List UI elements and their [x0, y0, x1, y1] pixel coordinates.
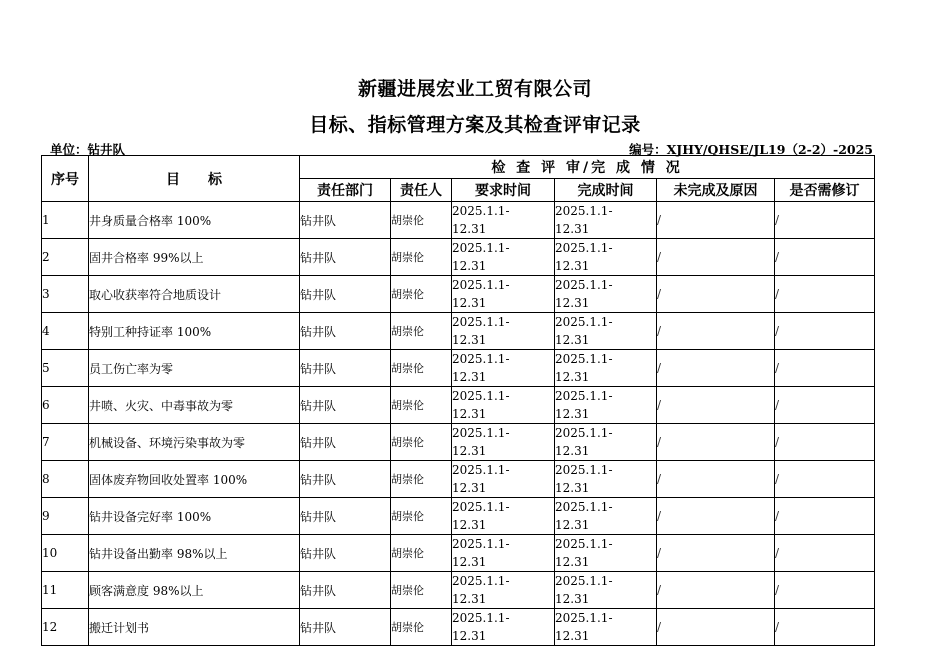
row-goal: 取心收获率符合地质设计 — [89, 276, 300, 313]
row-reason: / — [657, 387, 775, 424]
row-revise: / — [775, 609, 875, 646]
row-goal: 井喷、火灾、中毒事故为零 — [89, 387, 300, 424]
row-revise: / — [775, 535, 875, 572]
row-seq: 12 — [42, 609, 89, 646]
header-goal: 目 标 — [89, 156, 300, 202]
header-seq: 序号 — [42, 156, 89, 202]
row-req-time-start: 2025.1.1- — [452, 204, 510, 218]
row-req-time-end: 12.31 — [452, 629, 487, 643]
table-row — [42, 350, 875, 387]
row-req-time-start: 2025.1.1- — [452, 574, 510, 588]
row-done-time-end: 12.31 — [555, 296, 590, 310]
row-req-time-end: 12.31 — [452, 370, 487, 384]
row-done-time-start: 2025.1.1- — [555, 241, 613, 255]
row-dept: 钻井队 — [300, 202, 391, 239]
row-req-time-start: 2025.1.1- — [452, 500, 510, 514]
row-goal: 钻井设备完好率 100% — [89, 498, 300, 535]
row-req-time — [452, 498, 555, 535]
row-done-time-start: 2025.1.1- — [555, 574, 613, 588]
row-req-time — [452, 461, 555, 498]
row-goal: 固体废弃物回收处置率 100% — [89, 461, 300, 498]
row-req-time — [452, 609, 555, 646]
row-req-time — [452, 350, 555, 387]
row-req-time-end: 12.31 — [452, 555, 487, 569]
row-goal: 员工伤亡率为零 — [89, 350, 300, 387]
row-done-time-end: 12.31 — [555, 259, 590, 273]
table-row — [42, 202, 875, 239]
row-goal: 固井合格率 99%以上 — [89, 239, 300, 276]
row-done-time-start: 2025.1.1- — [555, 278, 613, 292]
row-seq: 4 — [42, 313, 89, 350]
row-revise: / — [775, 239, 875, 276]
row-req-time-start: 2025.1.1- — [452, 241, 510, 255]
document-title: 目标、指标管理方案及其检查评审记录 — [309, 114, 641, 136]
row-person: 胡崇伦 — [391, 498, 452, 535]
row-reason: / — [657, 239, 775, 276]
row-done-time — [555, 387, 657, 424]
header-review-group: 检 查 评 审/完 成 情 况 — [300, 156, 875, 179]
unit-label: 单位：钻井队 — [50, 142, 126, 157]
row-req-time — [452, 202, 555, 239]
row-dept: 钻井队 — [300, 313, 391, 350]
row-seq: 11 — [42, 572, 89, 609]
row-req-time-start: 2025.1.1- — [452, 537, 510, 551]
row-reason: / — [657, 535, 775, 572]
row-done-time-start: 2025.1.1- — [555, 315, 613, 329]
row-revise: / — [775, 572, 875, 609]
table-row — [42, 239, 875, 276]
company-title: 新疆进展宏业工贸有限公司 — [357, 78, 592, 100]
row-seq: 5 — [42, 350, 89, 387]
row-done-time-end: 12.31 — [555, 370, 590, 384]
row-goal: 特别工种持证率 100% — [89, 313, 300, 350]
row-done-time-start: 2025.1.1- — [555, 426, 613, 440]
header-dept: 责任部门 — [300, 179, 391, 202]
row-done-time — [555, 350, 657, 387]
row-reason: / — [657, 498, 775, 535]
row-done-time — [555, 498, 657, 535]
row-dept: 钻井队 — [300, 572, 391, 609]
row-req-time-start: 2025.1.1- — [452, 611, 510, 625]
row-done-time-end: 12.31 — [555, 222, 590, 236]
row-req-time-end: 12.31 — [452, 592, 487, 606]
row-dept: 钻井队 — [300, 387, 391, 424]
row-req-time-start: 2025.1.1- — [452, 278, 510, 292]
table-row — [42, 424, 875, 461]
row-seq: 7 — [42, 424, 89, 461]
row-done-time-start: 2025.1.1- — [555, 500, 613, 514]
row-dept: 钻井队 — [300, 535, 391, 572]
row-done-time — [555, 461, 657, 498]
row-req-time-end: 12.31 — [452, 481, 487, 495]
row-seq: 6 — [42, 387, 89, 424]
row-person: 胡崇伦 — [391, 535, 452, 572]
row-goal: 钻井设备出勤率 98%以上 — [89, 535, 300, 572]
row-reason: / — [657, 350, 775, 387]
row-done-time-end: 12.31 — [555, 555, 590, 569]
row-req-time — [452, 276, 555, 313]
table-row — [42, 609, 875, 646]
row-done-time — [555, 535, 657, 572]
row-req-time-end: 12.31 — [452, 259, 487, 273]
row-person: 胡崇伦 — [391, 239, 452, 276]
row-dept: 钻井队 — [300, 239, 391, 276]
row-revise: / — [775, 498, 875, 535]
row-seq: 2 — [42, 239, 89, 276]
row-seq: 3 — [42, 276, 89, 313]
row-seq: 10 — [42, 535, 89, 572]
row-done-time-start: 2025.1.1- — [555, 611, 613, 625]
row-seq: 9 — [42, 498, 89, 535]
row-req-time-end: 12.31 — [452, 222, 487, 236]
row-reason: / — [657, 461, 775, 498]
row-person: 胡崇伦 — [391, 202, 452, 239]
row-reason: / — [657, 313, 775, 350]
row-revise: / — [775, 424, 875, 461]
row-seq: 1 — [42, 202, 89, 239]
row-done-time-start: 2025.1.1- — [555, 389, 613, 403]
row-reason: / — [657, 424, 775, 461]
review-record-table — [41, 155, 875, 646]
row-req-time — [452, 387, 555, 424]
row-req-time-start: 2025.1.1- — [452, 315, 510, 329]
row-done-time — [555, 202, 657, 239]
row-person: 胡崇伦 — [391, 350, 452, 387]
row-req-time — [452, 572, 555, 609]
table-row — [42, 461, 875, 498]
row-done-time-end: 12.31 — [555, 333, 590, 347]
row-reason: / — [657, 572, 775, 609]
row-req-time-end: 12.31 — [452, 296, 487, 310]
table-row — [42, 276, 875, 313]
row-req-time-start: 2025.1.1- — [452, 389, 510, 403]
row-person: 胡崇伦 — [391, 276, 452, 313]
row-person: 胡崇伦 — [391, 572, 452, 609]
row-revise: / — [775, 313, 875, 350]
row-done-time-end: 12.31 — [555, 407, 590, 421]
row-revise: / — [775, 461, 875, 498]
row-revise: / — [775, 387, 875, 424]
header-done-time: 完成时间 — [555, 179, 657, 202]
row-revise: / — [775, 276, 875, 313]
row-done-time — [555, 609, 657, 646]
row-req-time-end: 12.31 — [452, 518, 487, 532]
row-req-time — [452, 424, 555, 461]
row-reason: / — [657, 202, 775, 239]
table-row — [42, 535, 875, 572]
row-req-time-start: 2025.1.1- — [452, 463, 510, 477]
row-done-time-start: 2025.1.1- — [555, 352, 613, 366]
row-goal: 机械设备、环境污染事故为零 — [89, 424, 300, 461]
row-dept: 钻井队 — [300, 609, 391, 646]
header-person: 责任人 — [391, 179, 452, 202]
row-req-time-end: 12.31 — [452, 444, 487, 458]
row-req-time-start: 2025.1.1- — [452, 352, 510, 366]
row-dept: 钻井队 — [300, 498, 391, 535]
row-done-time-end: 12.31 — [555, 629, 590, 643]
row-done-time — [555, 276, 657, 313]
row-req-time-end: 12.31 — [452, 333, 487, 347]
row-done-time — [555, 239, 657, 276]
row-person: 胡崇伦 — [391, 387, 452, 424]
row-person: 胡崇伦 — [391, 424, 452, 461]
row-revise: / — [775, 350, 875, 387]
table-row — [42, 387, 875, 424]
table-row — [42, 498, 875, 535]
row-dept: 钻井队 — [300, 424, 391, 461]
table-row — [42, 313, 875, 350]
row-seq: 8 — [42, 461, 89, 498]
row-req-time-end: 12.31 — [452, 407, 487, 421]
row-done-time-start: 2025.1.1- — [555, 204, 613, 218]
row-reason: / — [657, 276, 775, 313]
row-done-time-start: 2025.1.1- — [555, 537, 613, 551]
row-dept: 钻井队 — [300, 461, 391, 498]
table-row — [42, 572, 875, 609]
document-number: 编号：XJHY/QHSE/JL19（2-2）-2025 — [629, 142, 873, 157]
row-done-time — [555, 313, 657, 350]
row-req-time — [452, 313, 555, 350]
row-done-time-end: 12.31 — [555, 592, 590, 606]
row-person: 胡崇伦 — [391, 461, 452, 498]
row-done-time — [555, 424, 657, 461]
header-reason: 未完成及原因 — [657, 179, 775, 202]
row-req-time — [452, 239, 555, 276]
row-done-time-start: 2025.1.1- — [555, 463, 613, 477]
row-person: 胡崇伦 — [391, 609, 452, 646]
row-done-time-end: 12.31 — [555, 444, 590, 458]
row-done-time — [555, 572, 657, 609]
row-done-time-end: 12.31 — [555, 518, 590, 532]
row-person: 胡崇伦 — [391, 313, 452, 350]
table-body — [42, 202, 875, 646]
header-revise: 是否需修订 — [775, 179, 875, 202]
header-req-time: 要求时间 — [452, 179, 555, 202]
row-dept: 钻井队 — [300, 350, 391, 387]
row-goal: 搬迁计划书 — [89, 609, 300, 646]
row-goal: 顾客满意度 98%以上 — [89, 572, 300, 609]
row-req-time — [452, 535, 555, 572]
row-req-time-start: 2025.1.1- — [452, 426, 510, 440]
row-goal: 井身质量合格率 100% — [89, 202, 300, 239]
row-reason: / — [657, 609, 775, 646]
row-done-time-end: 12.31 — [555, 481, 590, 495]
row-revise: / — [775, 202, 875, 239]
row-dept: 钻井队 — [300, 276, 391, 313]
